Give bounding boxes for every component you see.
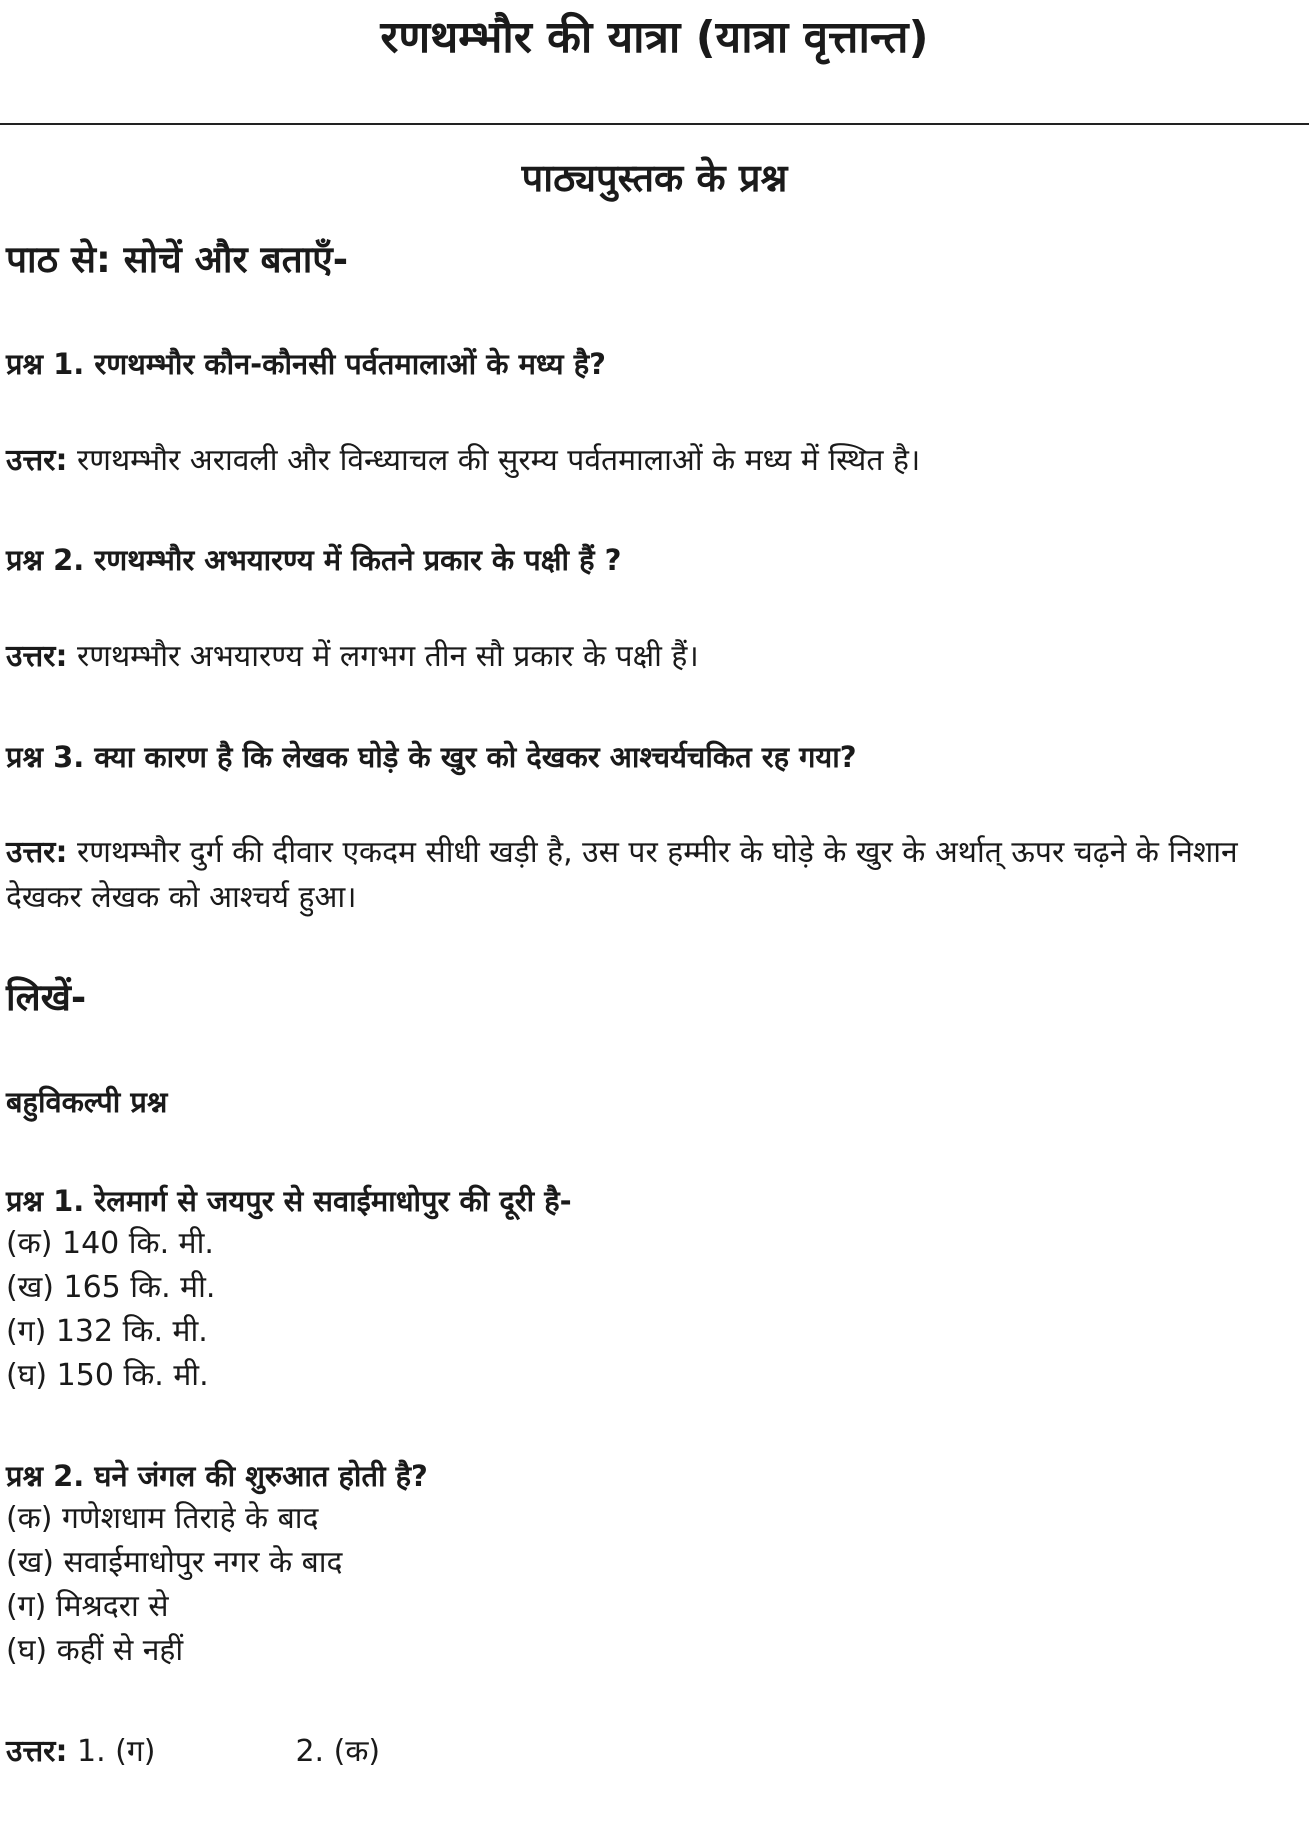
answer-label: उत्तर: [6, 443, 68, 478]
answer-label: उत्तर: [6, 835, 68, 870]
mcq-question-2: प्रश्न 2. घने जंगल की शुरुआत होती है? [6, 1459, 428, 1493]
page-title: रणथम्भौर की यात्रा (यात्रा वृत्तान्त) [380, 12, 929, 63]
mcq-subheading: बहुविकल्पी प्रश्न [6, 1085, 168, 1119]
question-2: प्रश्न 2. रणथम्भौर अभयारण्य में कितने प्रकार के पक्षी हैं ? [6, 543, 622, 577]
section-heading-think-and-tell: पाठ से: सोचें और बताएँ- [6, 238, 349, 281]
answer-3 [6, 830, 1296, 920]
answer-2-text: रणथम्भौर अभयारण्य में लगभग तीन सौ प्रकार के पक्षी हैं। [76, 639, 699, 674]
answer-2 [6, 634, 1296, 679]
answer-1 [6, 438, 1296, 483]
answer-3-text: रणथम्भौर दुर्ग की दीवार एकदम सीधी खड़ी है, उस पर हम्मीर के घोड़े के खुर के अर्थात् ऊपर चढ़ने के निशान देखकर लेखक को आश्चर्य हुआ। [6, 835, 1238, 915]
question-3: प्रश्न 3. क्या कारण है कि लेखक घोड़े के खुर को देखकर आश्चर्यचकित रह गया? [6, 740, 857, 774]
mcq-2-option-a: (क) गणेशधाम तिराहे के बाद [6, 1501, 319, 1536]
title-divider [0, 123, 1309, 125]
mcq-1-option-b: (ख) 165 कि. मी. [6, 1270, 216, 1305]
section-heading-write: लिखें- [6, 976, 87, 1019]
mcq-answer-2: 2. (क) [295, 1734, 381, 1769]
mcq-2-option-c: (ग) मिश्रदरा से [6, 1589, 169, 1624]
answer-label: उत्तर: [6, 1734, 68, 1769]
mcq-answers [6, 1730, 380, 1774]
answer-1-text: रणथम्भौर अरावली और विन्ध्याचल की सुरम्य पर्वतमालाओं के मध्य में स्थित है। [76, 443, 921, 478]
mcq-1-option-a: (क) 140 कि. मी. [6, 1226, 214, 1261]
mcq-1-option-d: (घ) 150 कि. मी. [6, 1358, 209, 1393]
section-subtitle: पाठ्यपुस्तक के प्रश्न [521, 156, 788, 200]
answer-label: उत्तर: [6, 639, 68, 674]
mcq-answer-1: 1. (ग) [76, 1734, 156, 1769]
question-1: प्रश्न 1. रणथम्भौर कौन-कौनसी पर्वतमालाओं के मध्य है? [6, 347, 606, 381]
mcq-2-option-d: (घ) कहीं से नहीं [6, 1633, 184, 1668]
mcq-1-option-c: (ग) 132 कि. मी. [6, 1314, 208, 1349]
mcq-question-1: प्रश्न 1. रेलमार्ग से जयपुर से सवाईमाधोपुर की दूरी है- [6, 1184, 572, 1218]
mcq-2-option-b: (ख) सवाईमाधोपुर नगर के बाद [6, 1545, 343, 1580]
